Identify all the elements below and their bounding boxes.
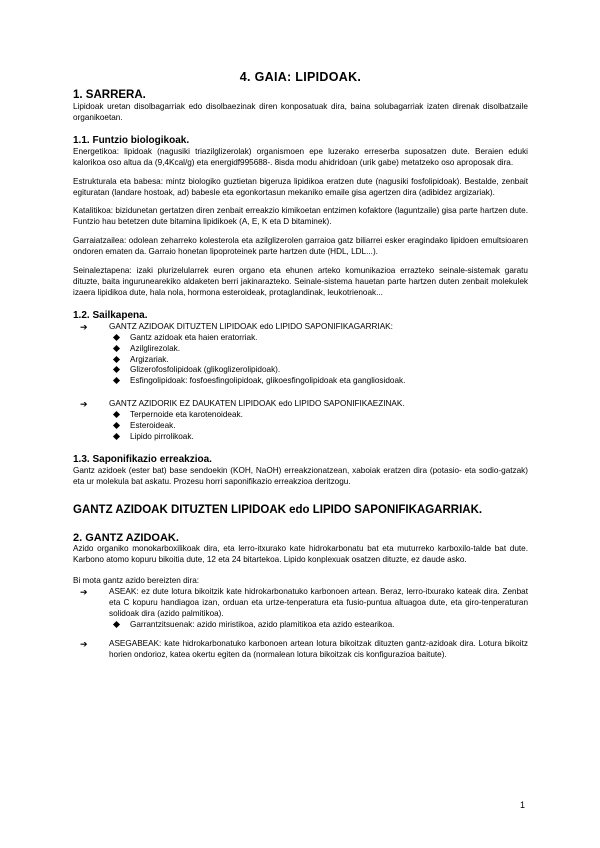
list-spacer: [73, 631, 528, 639]
list-item: [109, 421, 528, 432]
funtzio-paragraph: Garraiatzailea: odolean zeharreko kolesterola eta azilglizerolen garraioa gatz biliarrei esker eragindako lipidoen emultsioaren ondoren ematen da. Garraio honetan lipoproteinek parte hartzen dute (HDL, LDL...).: [73, 236, 528, 257]
section-heading-funtzio: 1.1. Funtzio biologikoak.: [73, 134, 190, 146]
diamond-bullet-icon: [113, 355, 120, 362]
list-item: [73, 399, 528, 443]
list-item-text: ASEGABEAK: kate hidrokarbonatuko karbonoen artean lotura bikoitzak dituzten gantz-azidoak dira. Lotura bikoitz horien ondorioz, katea okertu egiten da (normalean lotura bikoitzak cis konfigurazioa baitute).: [109, 639, 528, 659]
funtzio-paragraph: Energetikoa: lipidoak (nagusiki triazilglizerolak) organismoen epe luzerako erreserba suposatzen dute. Beraien eduki kalorikoa oso altua da (9,4Kcal/g) eta energidf995688-. 8isda modu ahidridoan (urik gabe) metatzeko oso aproposak dira.: [73, 146, 528, 167]
diamond-bullet-icon: [113, 377, 120, 384]
arrow-right-icon: ➔: [80, 639, 88, 649]
list-item: [109, 376, 528, 387]
diamond-bullet-icon: [113, 366, 120, 373]
list-item-text: Azilglirezolak.: [130, 343, 181, 353]
funtzio-paragraph: Estrukturala eta babesa: mintz biologiko guztietan bigeruza lipidikoa eratzen dute (nagusiki fosfolipidoak). Bestalde, zenbait egituratan (landare hostoak, ad) babesle eta egonkortasun mekaniko emaile gisa agertzen dira (adibidez argizariak).: [73, 176, 528, 197]
section-heading-saponifikazio: 1.3. Saponifikazio erreakzioa.: [73, 453, 212, 465]
diamond-bullet-icon: [113, 411, 120, 418]
saponifikazio-paragraph: Gantz azidoek (ester bat) base sendoekin (KOH, NaOH) erreakzionatzean, xaboiak eratzen dira (potasio- eta sodio-gatzak) eta ur molekula bat askatu. Prozesu horri saponifikazio erreakzioa deritzogu.: [73, 465, 528, 486]
list-item: [109, 365, 528, 376]
list-item-text: Glizerofosfolipidoak (glikoglizerolipidoak).: [130, 365, 281, 375]
part-heading: GANTZ AZIDOAK DITUZTEN LIPIDOAK edo LIPIDO SAPONIFIKAGARRIAK.: [73, 503, 483, 516]
funtzio-paragraph: Seinaleztapena: izaki plurizelularrek euren organo eta ehunen arteko komunikazioa errazteko seinale-sistemak garatu dituzte, baita ingurunearekiko aldaketen berri jakinarazteko. Seinale-sistema hauetan parte hartzen duten zenbait molekulek izaera lipidikoa dute, hala nola, hormona esteroideak, protaglandinak, leukotrienoak...: [73, 266, 528, 297]
sub-list: [109, 620, 528, 631]
gantz-azidoak-paragraph: Azido organiko monokarboxilikoak dira, eta lerro-itxurako kate hidrokarbonatu bat eta muturreko karboxilo-talde bat dute. Karbono atomo kopuru bikoitia dute, 12 eta 24 bitartekoa. Lipido konplexuak osatzen dituzte, ez daude asko.: [73, 543, 528, 564]
list-item-text: Esteroideak.: [130, 421, 176, 431]
section-heading-gantz-azidoak: 2. GANTZ AZIDOAK.: [73, 531, 179, 544]
types-intro: Bi mota gantz azido bereizten dira:: [73, 576, 200, 586]
section-heading-sarrera: 1. SARRERA.: [73, 89, 146, 101]
diamond-bullet-icon: [113, 345, 120, 352]
list-item: [73, 587, 528, 631]
fatty-acid-types-list: [73, 587, 528, 660]
sub-list: [109, 333, 528, 388]
diamond-bullet-icon: [113, 422, 120, 429]
arrow-right-icon: ➔: [80, 399, 88, 410]
section-heading-sailkapena: 1.2. Sailkapena.: [73, 309, 148, 321]
document-page: [73, 70, 528, 661]
list-item-text: Terpernoide eta karotenoideak.: [130, 410, 243, 420]
list-item-text: Argizariak.: [130, 354, 169, 364]
list-item: [109, 333, 528, 344]
list-item: [109, 344, 528, 355]
list-item-label: GANTZ AZIDORIK EZ DAUKATEN LIPIDOAK edo LIPIDO SAPONIFIKAEZINAK.: [109, 399, 405, 409]
list-item-text: Esfingolipidoak: fosfoesfingolipidoak, glikoesfingolipidoak eta gangliosidoak.: [130, 376, 406, 386]
list-item-label: GANTZ AZIDOAK DITUZTEN LIPIDOAK edo LIPIDO SAPONIFIKAGARRIAK:: [109, 321, 393, 331]
document-title: 4. GAIA: LIPIDOAK.: [239, 70, 362, 84]
list-item: [109, 620, 528, 631]
list-item: [73, 639, 528, 661]
list-item-text: Garrantzitsuenak: azido miristikoa, azido plamitikoa eta azido estearikoa.: [130, 620, 395, 630]
list-item: [109, 355, 528, 366]
sarrera-paragraph: Lipidoak uretan disolbagarriak edo disolbaezinak diren konposatuak dira, baina solubagarriak izaten direnak disolbatzaile organikoetan.: [73, 102, 528, 122]
list-item-text: Gantz azidoak eta haien eratorriak.: [130, 332, 258, 342]
diamond-bullet-icon: [113, 433, 120, 440]
funtzio-paragraph: Katalitikoa: bizidunetan gertatzen diren zenbait erreakzio kimikoetan entzimen kofaktore (laguntzaile) gisa parte hartzen dute. Funtzio hau betetzen dute bitamina lipidikoek (A, E, K eta D bitaminek).: [73, 206, 528, 227]
diamond-bullet-icon: [113, 621, 120, 628]
classification-list: [73, 322, 528, 443]
diamond-bullet-icon: [113, 334, 120, 341]
list-item: [109, 432, 528, 443]
sub-list: [109, 410, 528, 443]
arrow-right-icon: ➔: [80, 587, 88, 598]
page-number: 1: [520, 800, 526, 810]
list-item: [109, 410, 528, 421]
list-spacer: [73, 387, 528, 399]
list-item-text: ASEAK: ez dute lotura bikoitzik kate hidrokarbonatuko karbonoen artean. Beraz, lerro-itxurako kateak dira. Zenbat eta C kopuru handiagoa izan, orduan eta urtze-tenperatura eta fusio-puntua altuagoa dute, eta giro-tenperaturan solidoak dira (azido palmitikoa).: [109, 587, 528, 619]
list-item: [73, 322, 528, 387]
list-item-text: Lipido pirrolikoak.: [130, 431, 194, 441]
arrow-right-icon: ➔: [80, 321, 88, 332]
